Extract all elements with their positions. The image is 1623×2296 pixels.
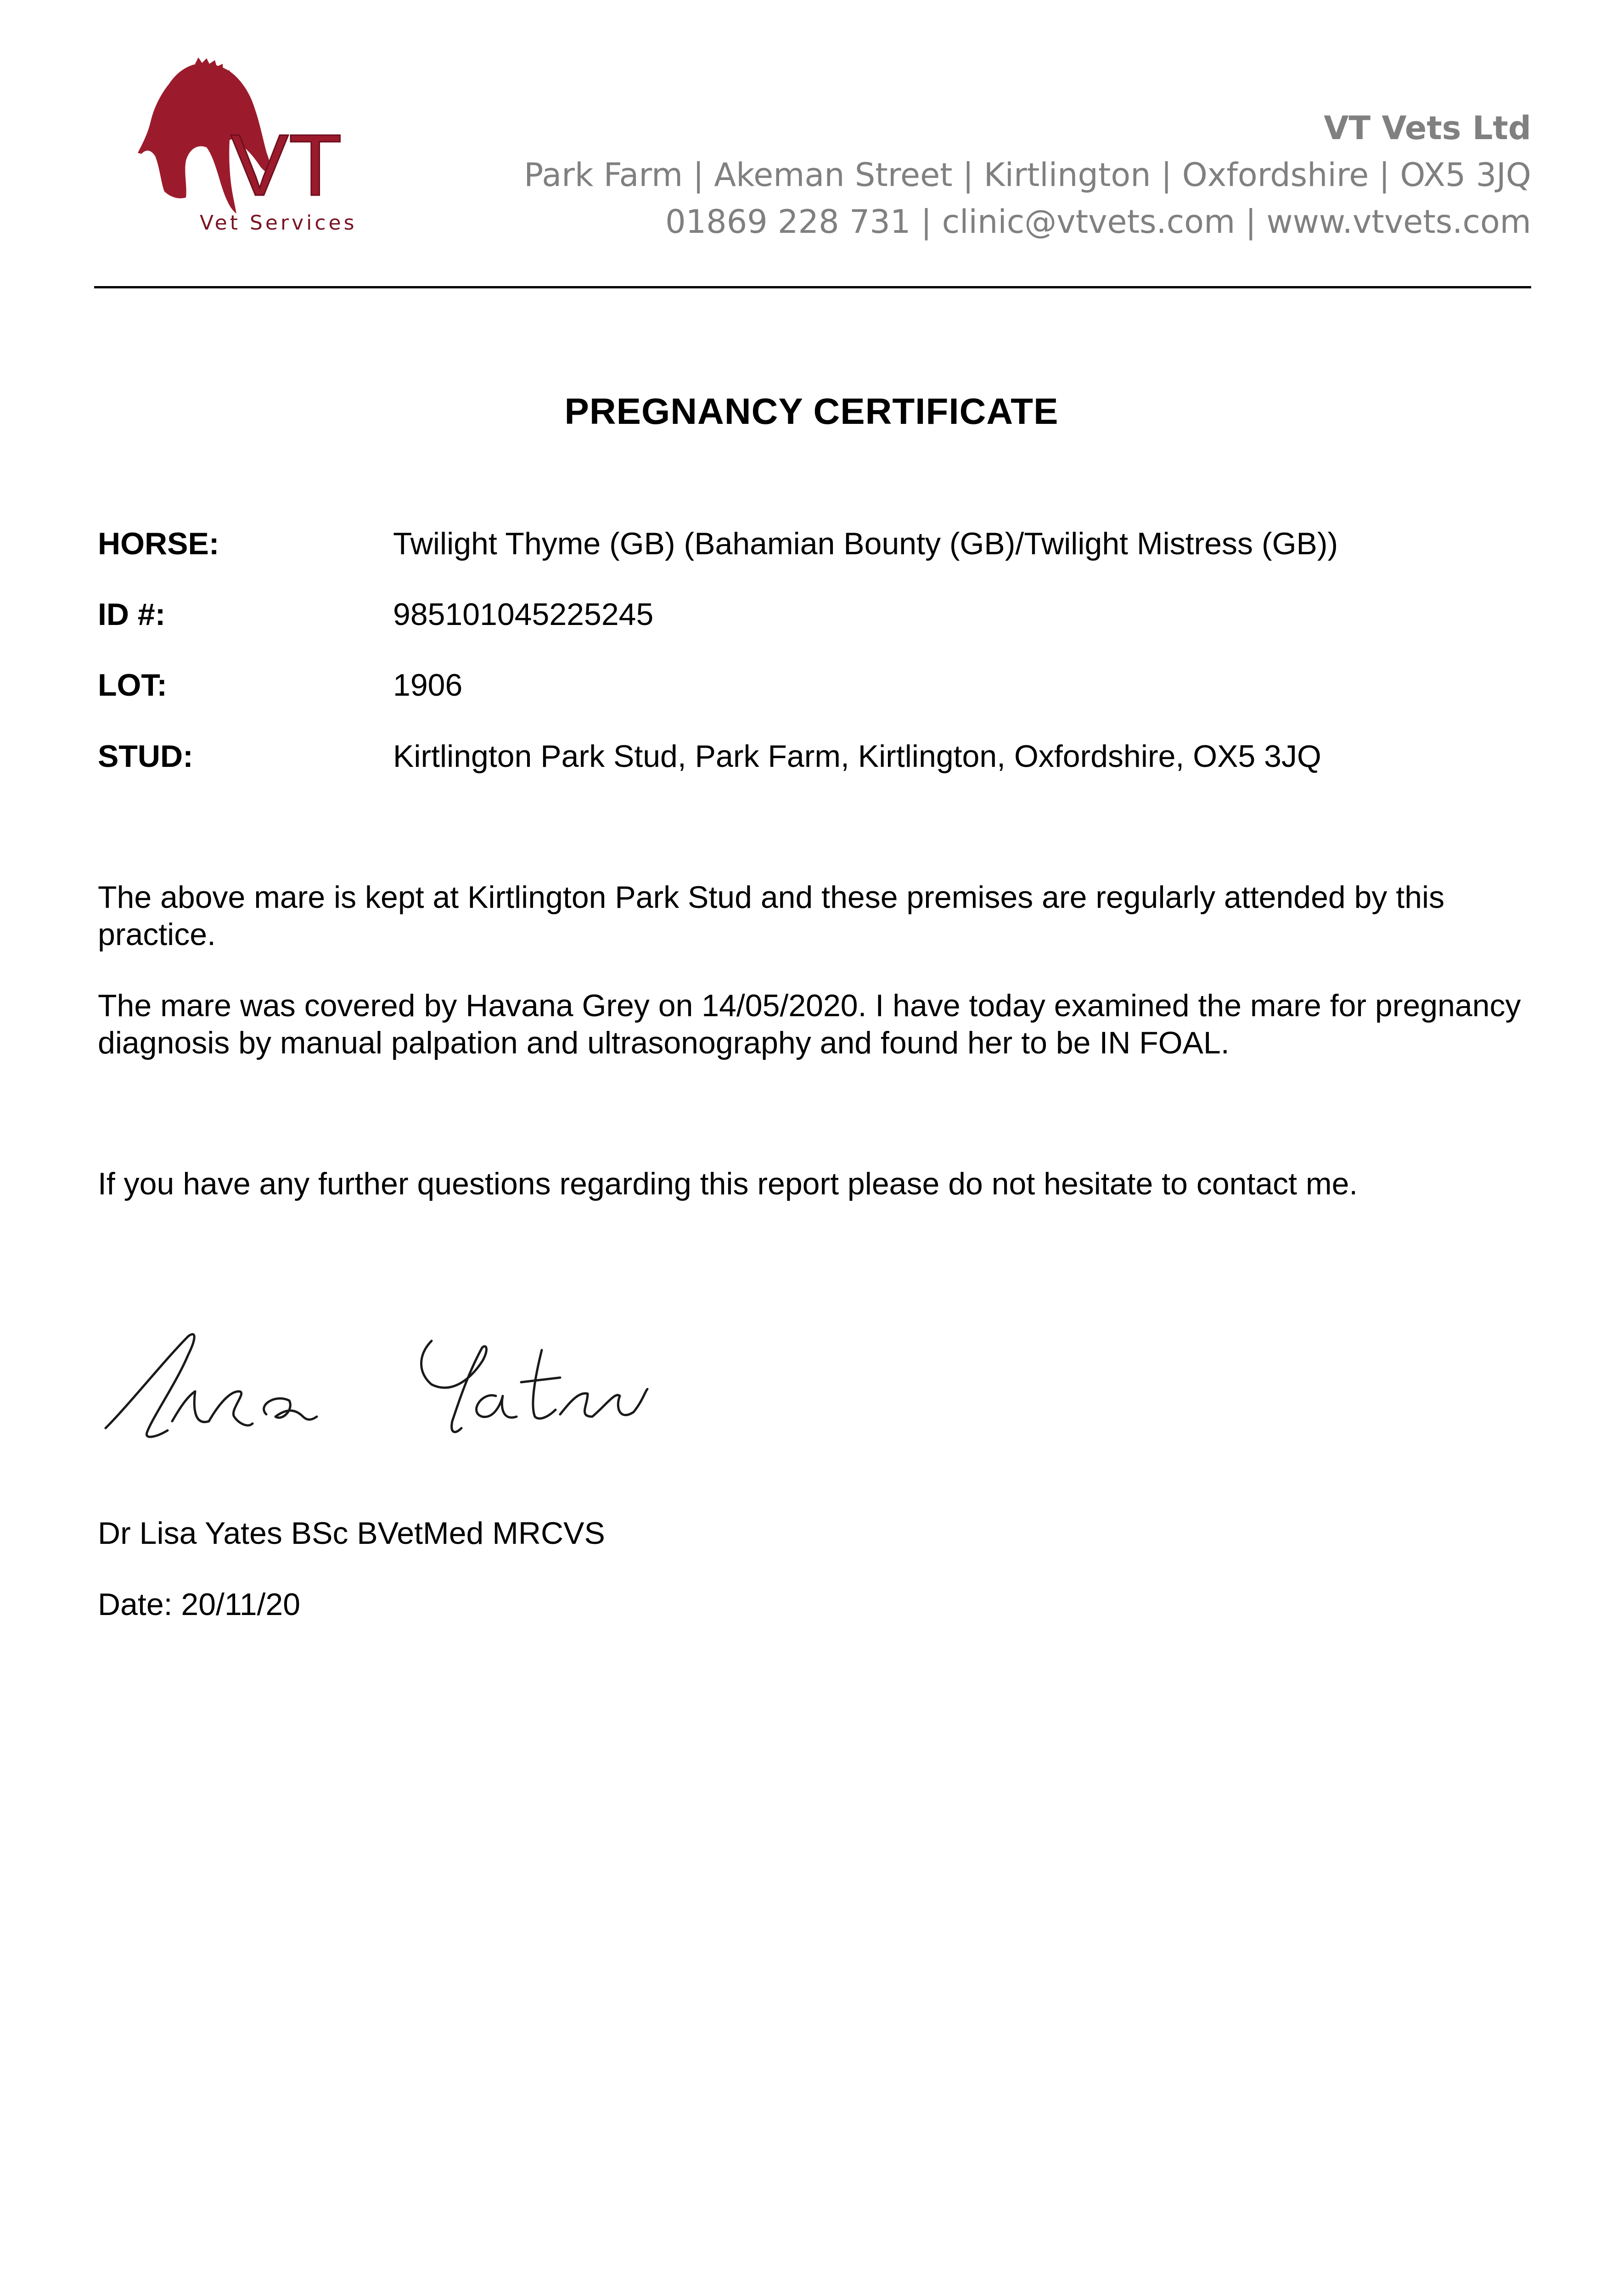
header-divider bbox=[94, 286, 1531, 288]
certificate-date: Date: 20/11/20 bbox=[98, 1587, 301, 1622]
lot-value: 1906 bbox=[393, 668, 463, 703]
logo-sub-text: Vet Services bbox=[200, 211, 357, 235]
stud-value: Kirtlington Park Stud, Park Farm, Kirtlington, Oxfordshire, OX5 3JQ bbox=[393, 739, 1321, 774]
id-label: ID #: bbox=[98, 597, 166, 632]
company-name: VT Vets Ltd bbox=[1324, 109, 1531, 147]
vt-vet-services-logo bbox=[92, 57, 358, 250]
id-value: 985101045225245 bbox=[393, 597, 654, 632]
stud-label: STUD: bbox=[98, 739, 193, 774]
horse-value: Twilight Thyme (GB) (Bahamian Bounty (GB)/Twilight Mistress (GB)) bbox=[393, 526, 1338, 561]
body-paragraph-premises: The above mare is kept at Kirtlington Park Stud and these premises are regularly attended by this practice. bbox=[98, 880, 1445, 952]
body-paragraph-diagnosis: The mare was covered by Havana Grey on 14/05/2020. I have today examined the mare for pregnancy diagnosis by manual palpation and ultrasonography and found her to be IN FOAL. bbox=[98, 988, 1521, 1060]
company-contact: 01869 228 731 | clinic@vtvets.com | www.vtvets.com bbox=[665, 203, 1531, 241]
company-address: Park Farm | Akeman Street | Kirtlington | Oxfordshire | OX5 3JQ bbox=[524, 156, 1531, 194]
handwritten-signature bbox=[101, 1322, 712, 1451]
document-title: PREGNANCY CERTIFICATE bbox=[564, 391, 1059, 432]
logo-main-text: VT bbox=[230, 117, 342, 214]
horse-label: HORSE: bbox=[98, 526, 219, 561]
lot-label: LOT: bbox=[98, 668, 168, 703]
signatory-name: Dr Lisa Yates BSc BVetMed MRCVS bbox=[98, 1516, 605, 1551]
body-paragraph-contact: If you have any further questions regarding this report please do not hesitate to contact me. bbox=[98, 1166, 1358, 1201]
